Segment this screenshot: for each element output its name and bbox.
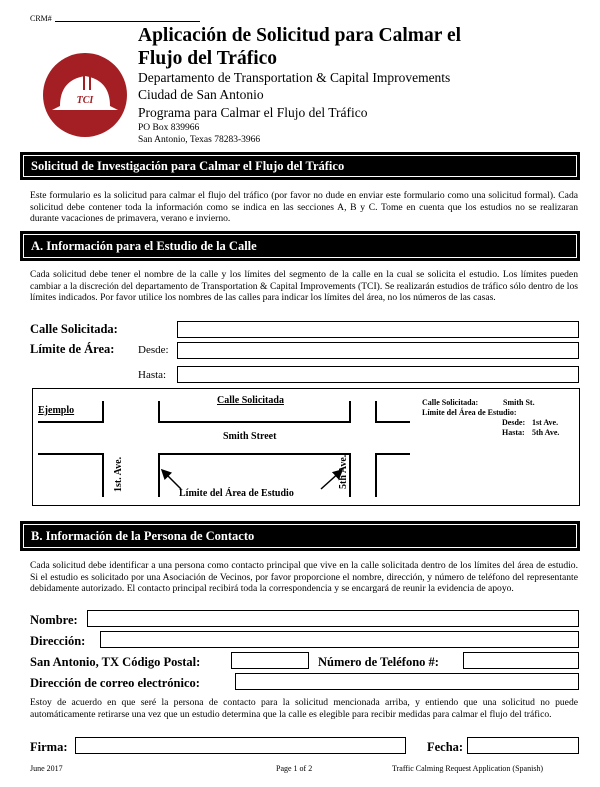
arrow-right-icon [321, 471, 341, 489]
date-label: Fecha: [427, 740, 464, 754]
title-line-2: Flujo del Tráfico [138, 48, 278, 69]
example-label: Ejemplo [38, 405, 75, 416]
crm-number-line [55, 21, 200, 22]
department-name: Departamento de Transportation & Capital Improvements [138, 70, 451, 85]
signature-input[interactable] [75, 737, 406, 754]
name-label: Nombre: [30, 613, 78, 627]
name-input[interactable] [87, 610, 579, 627]
section-a-heading: A. Información para el Estudio de la Calle [20, 231, 580, 261]
page-title [138, 24, 578, 70]
city-name: Ciudad de San Antonio [138, 87, 264, 102]
legend-street: Calle Solicitada: [422, 398, 479, 407]
title-line-1: Aplicación de Solicitud para Calmar el [138, 25, 462, 46]
area-arrows [33, 389, 581, 507]
address-input[interactable] [100, 631, 579, 648]
legend-from-value: 1st Ave. [532, 418, 559, 427]
legend-to-value: 5th Ave. [532, 428, 560, 437]
date-input[interactable] [467, 737, 579, 754]
section-a-text: Cada solicitud debe tener el nombre de la calle y los límites del segmento de la calle en la cual se solicita el estudio. Los límites pueden cambiar a la discreción del departamento de Transportation & Capital Improvements (TCI). Se realizarán estudios de tráfico sólo dentro de los límites indicados. Por favor utilice los nombres de las calles para indicar los límites del área, no los números de las casas. [30, 269, 578, 304]
requested-street-caption: Calle Solicitada [217, 395, 284, 406]
right-avenue-label: 5th Ave. [338, 454, 349, 489]
footer-doc-name: Traffic Calming Request Application (Spanish) [392, 764, 544, 773]
area-limit-caption: Límite del Área de Estudio [179, 488, 294, 499]
zip-input[interactable] [231, 652, 309, 669]
email-input[interactable] [235, 673, 579, 690]
section-b-heading: B. Información de la Persona de Contacto [20, 521, 580, 551]
legend-limit: Límite del Área de Estudio: [422, 408, 517, 417]
signature-label: Firma: [30, 740, 68, 754]
zip-label: San Antonio, TX Código Postal: [30, 655, 201, 669]
po-box: PO Box 839966 [138, 123, 200, 133]
agreement-text: Estoy de acuerdo en que seré la persona de contacto para la solicitud mencionada arriba, y entiendo que una solicitud no puede automáticamente retirarse una vez que un estudio determina que la calle es elegible para recibir medidas para calmar el flujo del tráfico. [30, 697, 578, 720]
phone-label: Número de Teléfono #: [318, 655, 439, 669]
program-name: Programa para Calmar el Flujo del Tráfico [138, 105, 368, 120]
footer-date: June 2017 [30, 764, 63, 773]
phone-input[interactable] [463, 652, 579, 669]
section-b-text: Cada solicitud debe identificar a una persona como contacto principal que vive en la calle solicitada dentro de los límites del área de estudio. Si el estudio es solicitado por una Asociación de Vecinos, por favor proporcione el nombre, dirección, y número de teléfono del representante debidamente autorizado. El contacto principal recibirá toda la correspondencia y se encargará de reunir la evidencia de apoyo. [30, 560, 578, 595]
email-label: Dirección de correo electrónico: [30, 676, 200, 690]
mailing-address: San Antonio, Texas 78283-3966 [138, 135, 261, 145]
intro-heading: Solicitud de Investigación para Calmar el Flujo del Tráfico [20, 152, 580, 180]
from-input[interactable] [177, 342, 579, 359]
intro-text: Este formulario es la solicitud para calmar el flujo del tráfico (por favor no dude en enviar este formulario como una solicitud formal). Cada solicitud debe contener toda la información como se indica en las secciones A, B y C. Tome en cuenta que los estudios no se realizaran durante vacaciones de primavera, verano e invierno. [30, 190, 578, 225]
address-label: Dirección: [30, 634, 86, 648]
area-limit-label: Límite de Área: [30, 342, 115, 356]
to-input[interactable] [177, 366, 579, 383]
street-name-label: Smith Street [223, 431, 277, 442]
footer-page: Page 1 of 2 [276, 764, 313, 773]
left-avenue-label: 1st. Ave. [113, 456, 124, 492]
legend-from: Desde: [502, 418, 526, 427]
arrow-left-icon [163, 471, 181, 489]
street-input[interactable] [177, 321, 579, 338]
crm-label: CRM# [30, 14, 52, 23]
from-label: Desde: [138, 344, 169, 356]
legend-to: Hasta: [502, 428, 525, 437]
tci-logo [40, 50, 130, 140]
legend-street-value: Smith St. [503, 398, 535, 407]
to-label: Hasta: [138, 369, 167, 381]
logo-text: TCI [76, 95, 94, 106]
example-diagram [32, 388, 580, 506]
street-label: Calle Solicitada: [30, 322, 118, 336]
